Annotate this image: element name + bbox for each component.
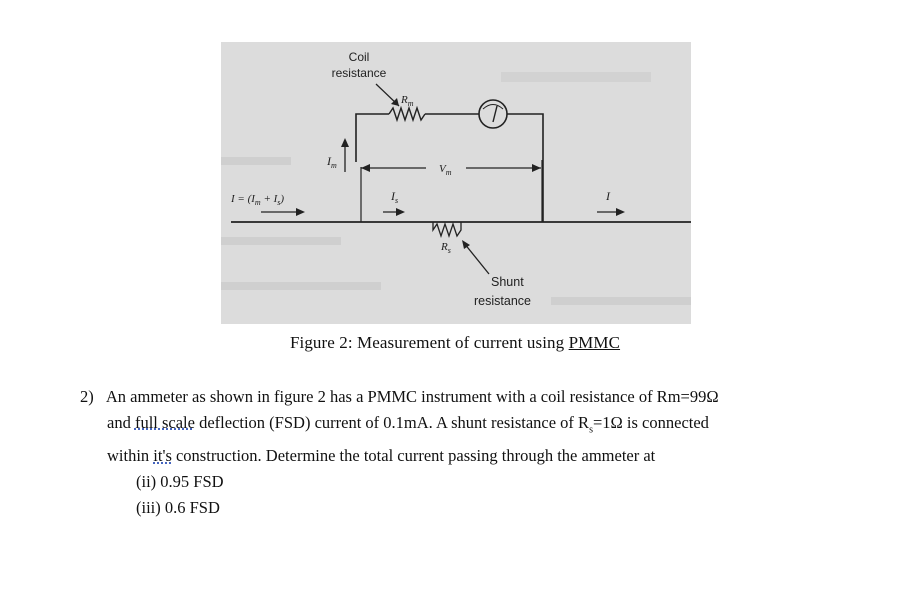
wire-left-up xyxy=(356,114,389,162)
question-line-1 xyxy=(80,384,880,410)
rm-label: $R_m$ xyxy=(401,94,414,108)
i-out-label: I xyxy=(606,189,610,203)
background-texture xyxy=(221,72,691,305)
question-number: 2) xyxy=(80,387,94,406)
i-total-label: $I = (I_m + I_s)$ xyxy=(231,193,285,207)
circuit-diagram xyxy=(221,42,691,324)
shunt-pointer-line xyxy=(464,243,489,274)
coil-resistor xyxy=(389,108,425,120)
full-scale-text: full scale xyxy=(134,413,195,432)
caption-text: Figure 2: Measurement of current using xyxy=(289,333,569,352)
question-block xyxy=(80,384,880,521)
caption-link: PMMC xyxy=(568,333,621,352)
list-item-ii: (ii) 0.95 FSD xyxy=(136,472,224,492)
coil-label-bottom: resistance xyxy=(331,66,387,80)
shunt-label-top: Shunt xyxy=(491,275,524,289)
coil-label-top: Coil xyxy=(348,50,370,64)
i-out-arrow-head xyxy=(616,208,625,216)
i-total-arrow-head xyxy=(296,208,305,216)
question-line-3: within it's construction. Determine the total current passing through the ammeter at xyxy=(107,446,656,466)
list-item-iii: (iii) 0.6 FSD xyxy=(136,498,220,518)
rs-label: $R_s$ xyxy=(441,241,451,255)
its-text: it's xyxy=(153,446,172,466)
figure-caption xyxy=(0,333,910,353)
vm-arrow-right xyxy=(532,164,541,172)
im-arrow-head xyxy=(341,138,349,147)
im-label: $I_m$ xyxy=(327,154,337,170)
vm-label: $V_m$ xyxy=(439,163,452,177)
shunt-label-bottom: resistance xyxy=(474,294,531,308)
question-line-2: and full scale deflection (FSD) current of 0.1mA. A shunt resistance of $R_s=1\Omega$ is connected xyxy=(107,413,709,436)
vm-arrow-left xyxy=(361,164,370,172)
question-line-1-text: An ammeter as shown in figure 2 has a PMMC instrument with a coil resistance of Rm=99Ω xyxy=(105,387,719,406)
shunt-pointer-arrow xyxy=(462,240,470,249)
is-label: $I_s$ xyxy=(391,189,399,205)
circuit-figure xyxy=(221,42,691,324)
shunt-resistor xyxy=(433,222,461,236)
is-arrow-head xyxy=(396,208,405,216)
